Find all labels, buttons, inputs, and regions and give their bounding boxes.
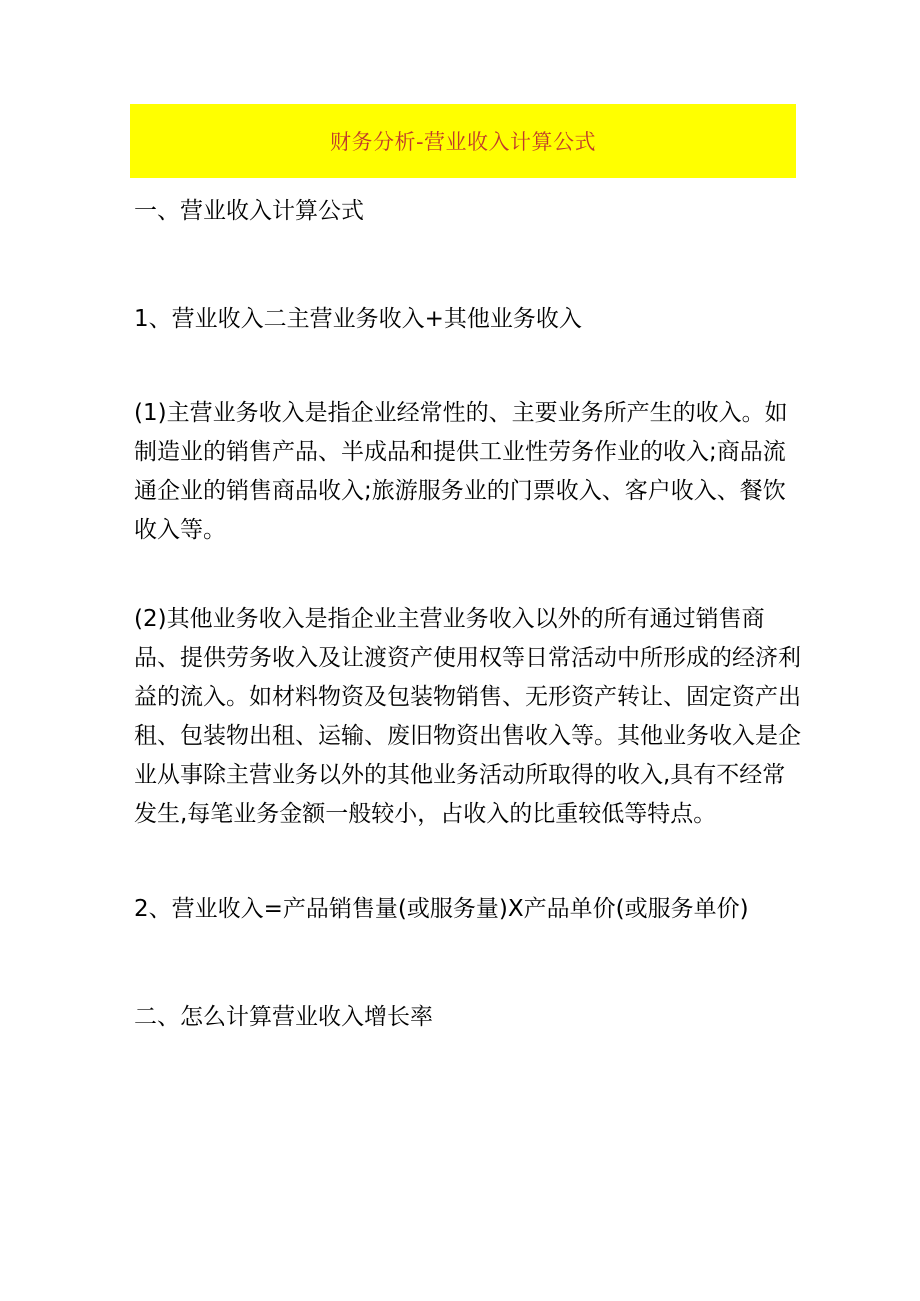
section-heading-1: 一、营业收入计算公式: [134, 198, 364, 224]
spacer: [134, 930, 806, 996]
paragraph-other-revenue: (2)其他业务收入是指企业主营业务收入以外的所有通过销售商品、提供劳务收入及让渡资产使用权等日常活动中所形成的经济利益的流入。如材料物资及包装物销售、无形资产转让、固定资产出租、包装物出租、运输、废旧物资出售收入等。其他业务收入是企业从事除主营业务以外的其他业务活动所取得的收入,具有不经常发生,每笔业务金额一般较小，占收入的比重较低等特点。: [134, 606, 801, 827]
formula-item-2: 2、营业收入=产品销售量(或服务量)X产品单价(或服务单价): [134, 896, 749, 922]
spacer: [134, 340, 806, 394]
document-title: 财务分析-营业收入计算公式: [329, 130, 597, 154]
spacer: [134, 834, 806, 888]
formula-item-1: 1、营业收入二主营业务收入+其他业务收入: [134, 306, 582, 332]
spacer: [134, 550, 806, 600]
title-banner: [130, 104, 796, 178]
document-body: [134, 190, 806, 1038]
paragraph-main-revenue: (1)主营业务收入是指企业经常性的、主要业务所产生的收入。如制造业的销售产品、半成品和提供工业性劳务作业的收入;商品流通企业的销售商品收入;旅游服务业的门票收入、客户收入、餐饮收入等。: [134, 400, 788, 543]
spacer: [134, 232, 806, 298]
section-heading-2: 二、怎么计算营业收入增长率: [134, 1004, 433, 1030]
